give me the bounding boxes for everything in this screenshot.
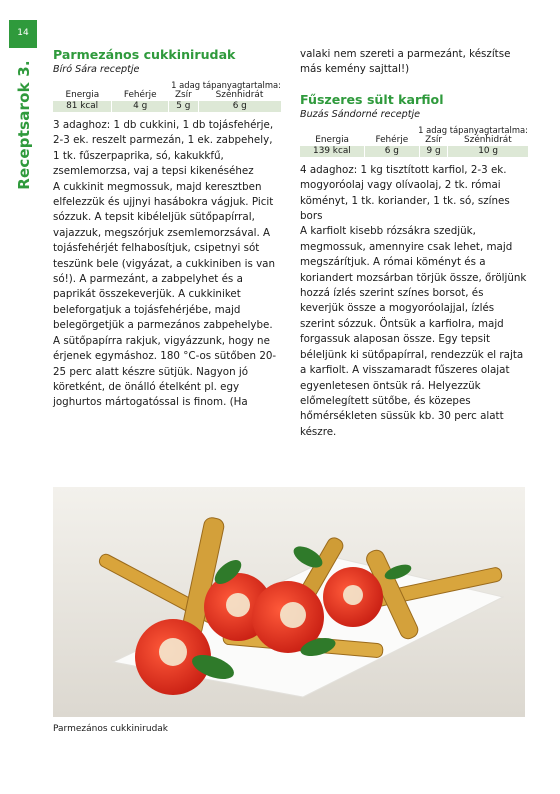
nutrition-header: Energia xyxy=(315,134,349,145)
section-title xyxy=(14,60,34,190)
photo-caption: Parmezános cukkinirudak xyxy=(53,724,169,734)
nutrition-value: 9 g xyxy=(419,146,447,157)
recipe-1-title: Parmezános cukkinirudak xyxy=(53,47,236,62)
nutrition-value: 5 g xyxy=(169,101,198,112)
section-title-text: Receptsarok 3. xyxy=(15,60,33,190)
recipe-2-nutrition-table xyxy=(300,135,528,157)
recipe-2-nutrition-caption: 1 adag tápanyagtartalma: xyxy=(418,124,528,135)
nutrition-value: 6 g xyxy=(364,146,419,157)
recipe-2-ingredients: 4 adaghoz: 1 kg tisztított karfiol, 2-3 ek. mogyoróolaj vagy olívaolaj, 2 tk. római köményt, 1 tk. koriander, 1 tk. só, színes bors xyxy=(300,163,510,223)
nutrition-header: Fehérje xyxy=(375,134,409,145)
recipe-2-author: Buzás Sándorné receptje xyxy=(300,108,421,120)
recipe-2-title: Fűszeres sült karfiol xyxy=(300,91,444,107)
recipe-2-column xyxy=(300,47,528,440)
nutrition-value: 81 kcal xyxy=(53,101,112,112)
nutrition-value: 139 kcal xyxy=(300,146,364,157)
recipe-1-nutrition-table xyxy=(53,90,281,112)
zucchini-sticks-illustration xyxy=(53,487,525,717)
nutrition-header: Fehérje xyxy=(123,90,157,100)
nutrition-header: Zsír xyxy=(174,90,192,100)
recipe-1-nutrition-caption: 1 adag tápanyagtartalma: xyxy=(171,80,281,90)
recipe-1-method-continued: valaki nem szereti a parmezánt, készítse más kemény sajttal!) xyxy=(300,48,511,76)
recipe-1-ingredients: 3 adaghoz: 1 db cukkini, 1 db tojásfehérje, 2-3 ek. reszelt parmezán, 1 ek. zabpehely, 1 tk. fűszerpaprika, só, kakukkfű, zsemlemorzsa, vaj a tepsi kikenéséhez xyxy=(53,119,274,178)
recipe-1-author: Bíró Sára receptje xyxy=(53,64,140,75)
recipe-1-method: A cukkinit megmossuk, majd keresztben elfelezzük és ujjnyi hasábokra vágjuk. Picit sózzuk. A tepsit kibéleljük sütőpapírral, vajazzuk, megszórjuk zsemlemorzsával. A tojásfehérjét felhabosítjuk, csipetnyi sót teszünk bele (vigyázat, a cukkiniben is van só!). A parmezánt, a zabpelyhet és a paprikát összekeverjük. A cukkiniket beleforgatjuk a tojásfehérjébe, majd belegörgetjük a parmezános zabpehelybe. A sütőpapírra rakjuk, vigyázzunk, hogy ne érjenek egymáshoz. 180 °C-os sütőben 20-25 perc alatt készre sütjük. Nagyon jó köretként, de önálló ételként pl. egy joghurtos mártogatóssal is finom. (Ha xyxy=(53,180,277,409)
nutrition-header: Energia xyxy=(65,90,100,100)
nutrition-value: 6 g xyxy=(198,101,281,112)
page-number: 14 xyxy=(17,28,29,38)
nutrition-header: Szénhidrát xyxy=(215,90,264,100)
recipe-2-method: A karfiolt kisebb rózsákra szedjük, megmossuk, amennyire csak lehet, majd megszárítjuk. A római köményt és a koriandert mozsárban törjük össze, őröljünk hozzá ízlés szerint színes borsot, és keverjük össze a mogyoróolajjal, ízlés szerint sózzuk. Öntsük a karfiolra, majd forgassuk alaposan össze. Egy tepsit béleljünk ki sütőpapírral, rendezzük el rajta a karfiolt. A visszamaradt fűszeres olajat egyenletesen öntsük rá. Helyezzük előmelegített sütőbe, és közepes hőmérsékleten süssük kb. 30 perc alatt készre. xyxy=(300,225,527,438)
page-number-tab xyxy=(9,20,37,48)
nutrition-value: 10 g xyxy=(448,146,528,157)
nutrition-header: Zsír xyxy=(425,134,442,145)
recipe-1-column xyxy=(53,47,281,411)
food-photo xyxy=(53,487,525,717)
nutrition-value: 4 g xyxy=(112,101,169,112)
nutrition-header: Szénhidrát xyxy=(464,134,512,145)
